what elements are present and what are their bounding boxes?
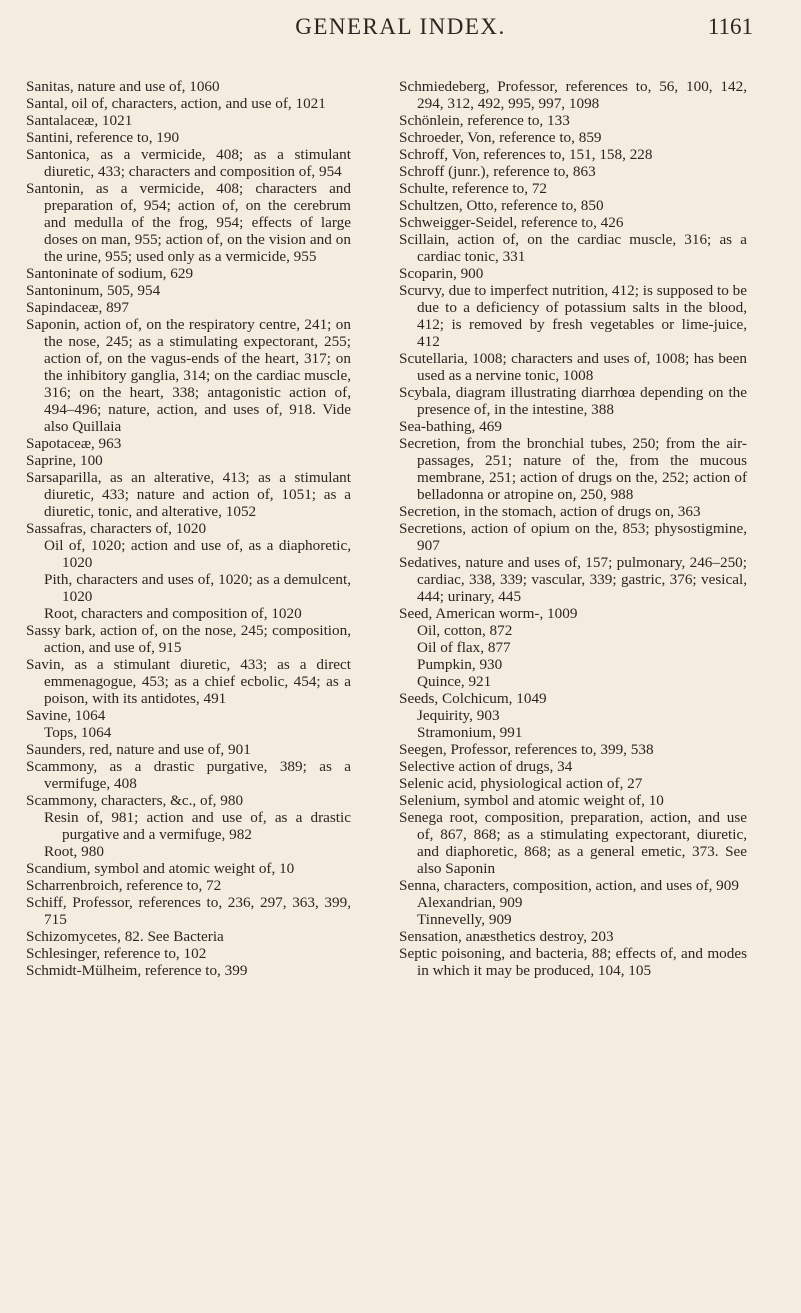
index-subentry: Root, 980 [44, 843, 104, 860]
index-entry: Schlesinger, reference to, 102 [26, 945, 207, 962]
index-column-left [26, 78, 351, 979]
index-entry: Sensation, anæsthetics destroy, 203 [399, 928, 614, 945]
page-number: 1161 [707, 14, 753, 39]
index-subentry: Pith, characters and uses of, 1020; as a demulcent, 1020 [44, 571, 351, 605]
index-entry: Savine, 1064 [26, 707, 106, 724]
index-entry: Selenium, symbol and atomic weight of, 10 [399, 792, 664, 809]
index-entry: Scoparin, 900 [399, 265, 484, 282]
index-entry: Scharrenbroich, reference to, 72 [26, 877, 222, 894]
index-entry: Scurvy, due to imperfect nutrition, 412; is supposed to be due to a deficiency of potassium salts in the blood, 412; is removed by fresh vegetables or lime-juice, 412 [399, 282, 747, 350]
index-entry: Sassy bark, action of, on the nose, 245; composition, action, and use of, 915 [26, 622, 351, 656]
index-entry: Saponin, action of, on the respiratory centre, 241; on the nose, 245; as a stimulating expectorant, 255; action of, on the vagus-ends of the heart, 317; on the inhibitory ganglia, 314; on the cardiac muscle, 316; on the heart, 338; antagonistic action of, 494–496; nature, action, and uses of, 918. Vide also Quillaia [26, 316, 351, 435]
index-entry: Selective action of drugs, 34 [399, 758, 573, 775]
index-entry: Sanitas, nature and use of, 1060 [26, 78, 220, 95]
index-subentry: Oil, cotton, 872 [417, 622, 513, 639]
index-entry: Selenic acid, physiological action of, 27 [399, 775, 643, 792]
index-subentry: Quince, 921 [417, 673, 492, 690]
index-entry: Scybala, diagram illustrating diarrhœa depending on the presence of, in the intestine, 388 [399, 384, 747, 418]
index-subentry: Oil of flax, 877 [417, 639, 511, 656]
index-subentry: Stramonium, 991 [417, 724, 523, 741]
index-entry: Santoninum, 505, 954 [26, 282, 161, 299]
index-subentry: Tinnevelly, 909 [417, 911, 512, 928]
index-entry: Scammony, as a drastic purgative, 389; as a vermifuge, 408 [26, 758, 351, 792]
index-entry: Seeds, Colchicum, 1049 [399, 690, 547, 707]
index-entry: Santonica, as a vermicide, 408; as a stimulant diuretic, 433; characters and composition of, 954 [26, 146, 351, 180]
index-entry: Sea-bathing, 469 [399, 418, 502, 435]
index-entry: Scillain, action of, on the cardiac muscle, 316; as a cardiac tonic, 331 [399, 231, 747, 265]
index-entry: Santonin, as a vermicide, 408; characters and preparation of, 954; action of, on the cerebrum and medulla of the frog, 954; effects of large doses on man, 955; action of, on the vision and on the urine, 955; used only as a vermicide, 955 [26, 180, 351, 265]
index-entry: Schulte, reference to, 72 [399, 180, 548, 197]
index-entry: Sedatives, nature and uses of, 157; pulmonary, 246–250; cardiac, 338, 339; vascular, 339; gastric, 376; vesical, 444; urinary, 445 [399, 554, 747, 605]
index-entry: Secretions, action of opium on the, 853; physostigmine, 907 [399, 520, 747, 554]
index-entry: Scandium, symbol and atomic weight of, 10 [26, 860, 295, 877]
index-entry: Schizomycetes, 82. See Bacteria [26, 928, 224, 945]
index-entry: Scutellaria, 1008; characters and uses of, 1008; has been used as a nervine tonic, 1008 [399, 350, 747, 384]
index-entry: Schroff, Von, references to, 151, 158, 228 [399, 146, 653, 163]
index-entry: Santal, oil of, characters, action, and use of, 1021 [26, 95, 326, 112]
running-header-title: GENERAL INDEX. [295, 14, 506, 39]
index-entry: Senna, characters, composition, action, and uses of, 909 [399, 877, 739, 894]
index-entry: Santoninate of sodium, 629 [26, 265, 194, 282]
index-entry: Secretion, in the stomach, action of drugs on, 363 [399, 503, 701, 520]
index-subentry: Root, characters and composition of, 1020 [44, 605, 302, 622]
index-entry: Savin, as a stimulant diuretic, 433; as a direct emmenagogue, 453; as a chief ecbolic, 454; as a poison, with its antidotes, 491 [26, 656, 351, 707]
index-entry: Santalaceæ, 1021 [26, 112, 133, 129]
index-subentry: Resin of, 981; action and use of, as a drastic purgative and a vermifuge, 982 [44, 809, 351, 843]
index-entry: Sapindaceæ, 897 [26, 299, 129, 316]
index-entry: Sapotaceæ, 963 [26, 435, 122, 452]
index-subentry: Jequirity, 903 [417, 707, 500, 724]
index-subentry: Pumpkin, 930 [417, 656, 503, 673]
index-entry: Schultzen, Otto, reference to, 850 [399, 197, 604, 214]
index-entry: Saunders, red, nature and use of, 901 [26, 741, 251, 758]
index-entry: Scammony, characters, &c., of, 980 [26, 792, 244, 809]
index-entry: Schweigger-Seidel, reference to, 426 [399, 214, 624, 231]
index-subentry: Tops, 1064 [44, 724, 112, 741]
index-entry: Schmiedeberg, Professor, references to, 56, 100, 142, 294, 312, 492, 995, 997, 1098 [399, 78, 747, 112]
index-entry: Schroeder, Von, reference to, 859 [399, 129, 602, 146]
index-subentry: Oil of, 1020; action and use of, as a diaphoretic, 1020 [44, 537, 351, 571]
index-entry: Schönlein, reference to, 133 [399, 112, 570, 129]
index-entry: Senega root, composition, preparation, action, and use of, 867, 868; as a stimulating expectorant, diuretic, and diaphoretic, 868; as a general emetic, 373. See also Saponin [399, 809, 747, 877]
index-entry: Sassafras, characters of, 1020 [26, 520, 207, 537]
index-entry: Septic poisoning, and bacteria, 88; effects of, and modes in which it may be produced, 104, 105 [399, 945, 747, 979]
index-entry: Secretion, from the bronchial tubes, 250; from the air-passages, 251; nature of the, from the mucous membrane, 251; action of drugs on the, 252; action of belladonna or atropine on, 250, 988 [399, 435, 747, 503]
index-entry: Schmidt-Mülheim, reference to, 399 [26, 962, 248, 979]
index-subentry: Alexandrian, 909 [417, 894, 523, 911]
index-entry: Seed, American worm-, 1009 [399, 605, 578, 622]
index-entry: Saprine, 100 [26, 452, 103, 469]
index-entry: Santini, reference to, 190 [26, 129, 180, 146]
index-entry: Schiff, Professor, references to, 236, 297, 363, 399, 715 [26, 894, 351, 928]
index-column-right [399, 78, 747, 979]
index-entry: Schroff (junr.), reference to, 863 [399, 163, 596, 180]
index-entry: Seegen, Professor, references to, 399, 538 [399, 741, 654, 758]
index-entry: Sarsaparilla, as an alterative, 413; as a stimulant diuretic, 433; nature and action of, 1051; as a diuretic, tonic, and alterative, 1052 [26, 469, 351, 520]
